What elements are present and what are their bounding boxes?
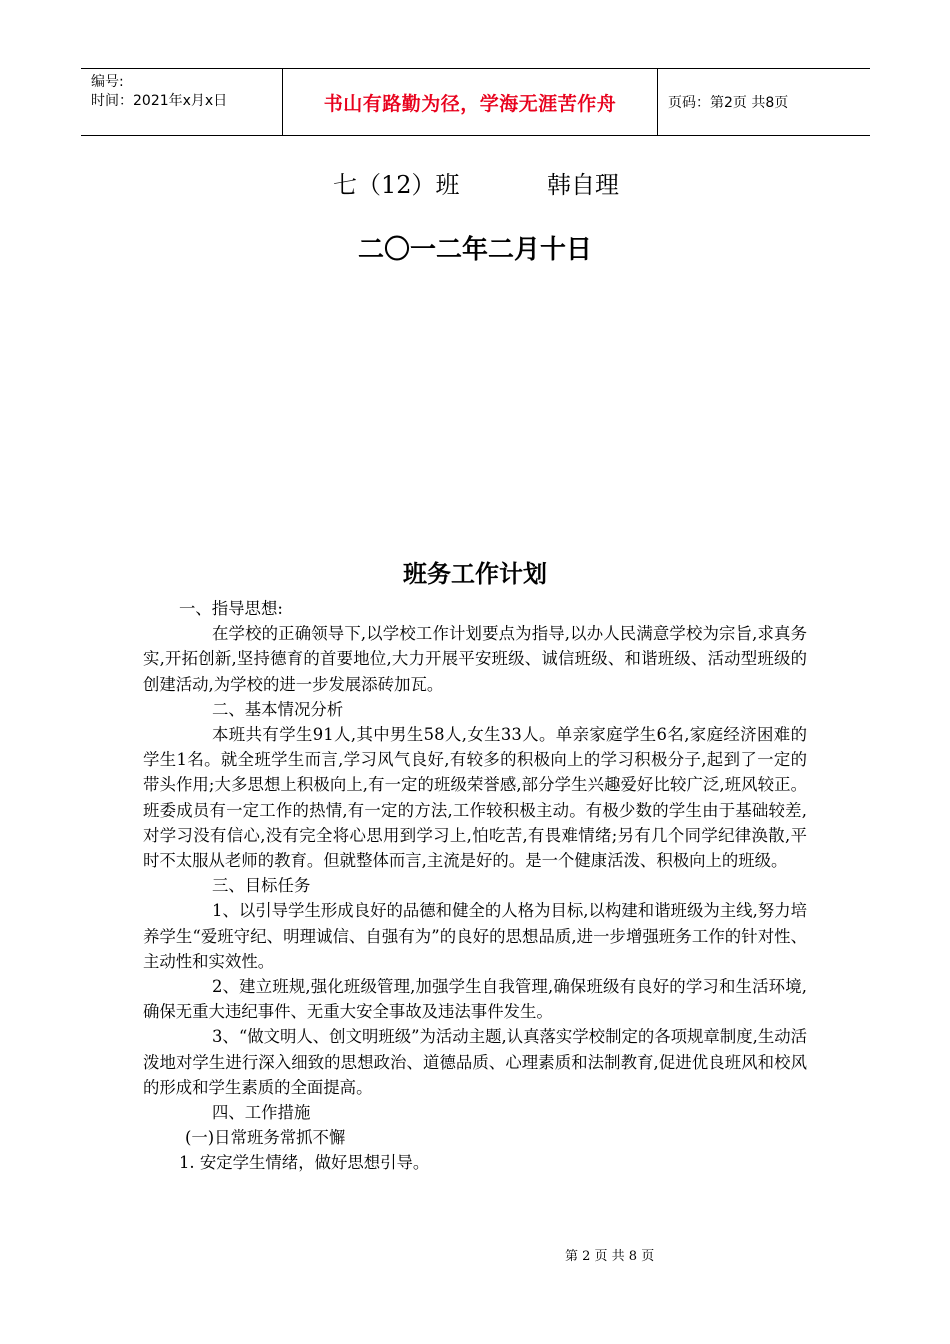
page-info: 页码：第2页 共8页 <box>668 95 789 111</box>
paragraph: 1. 安定学生情绪，做好思想引导。 <box>179 1153 430 1173</box>
author-name: 韩自理 <box>547 171 619 199</box>
document-body <box>143 596 807 1176</box>
class-name: 七（12）班 <box>333 171 460 199</box>
motto: 书山有路勤为径，学海无涯苦作舟 <box>282 69 658 135</box>
paragraph: 四、工作措施 <box>212 1103 311 1123</box>
paragraph: 三、目标任务 <box>212 876 311 896</box>
time-label: 时间：2021年x月x日 <box>91 93 228 109</box>
paragraph: 3、“做文明人、创文明班级”为活动主题,认真落实学校制定的各项规章制度,生动活泼地对学生进行深入细致的思想政治、道德品质、心理素质和法制教育,促进优良班风和校风的形成和学生素质的全面提高。 <box>143 1027 807 1097</box>
header-left-cell <box>81 69 282 135</box>
header-table <box>81 68 870 136</box>
number-label: 编号: <box>91 74 124 90</box>
paragraph: 1、以引导学生形成良好的品德和健全的人格为目标,以构建和谐班级为主线,努力培养学生“爱班守纪、明理诚信、自强有为”的良好的思想品质,进一步增强班务工作的针对性、主动性和实效性。 <box>143 901 807 971</box>
paragraph: (一)日常班务常抓不懈 <box>185 1128 346 1148</box>
paragraph: 一、指导思想: <box>179 599 283 618</box>
footer-page-text: 第 2 页 共 8 页 <box>565 1249 655 1264</box>
paragraph: 2、建立班规,强化班级管理,加强学生自我管理,确保班级有良好的学习和生活环境,确保无重大违纪事件、无重大安全事故及违法事件发生。 <box>143 977 807 1022</box>
paragraph: 二、基本情况分析 <box>212 699 344 719</box>
document-title: 班务工作计划 <box>403 560 547 588</box>
paragraph: 本班共有学生91人,其中男生58人,女生33人。单亲家庭学生6名,家庭经济困难的学生1名。就全班学生而言,学习风气良好,有较多的积极向上的学习积极分子,起到了一定的带头作用;大多思想上积极向上,有一定的班级荣誉感,部分学生兴趣爱好比较广泛,班风较正。班委成员有一定工作的热情,有一定的方法,工作较积极主动。有极少数的学生由于基础较差,对学习没有信心,没有完全将心思用到学习上,怕吃苦,有畏难情绪;另有几个同学纪律涣散,平时不太服从老师的教育。但就整体而言,主流是好的。是一个健康活泼、积极向上的班级。 <box>143 725 807 871</box>
cover-date: 二〇一二年二月十日 <box>357 235 592 265</box>
paragraph: 在学校的正确领导下,以学校工作计划要点为指导,以办人民满意学校为宗旨,求真务实,开拓创新,坚持德育的首要地位,大力开展平安班级、诚信班级、和谐班级、活动型班级的创建活动,为学校的进一步发展添砖加瓦。 <box>143 624 807 694</box>
